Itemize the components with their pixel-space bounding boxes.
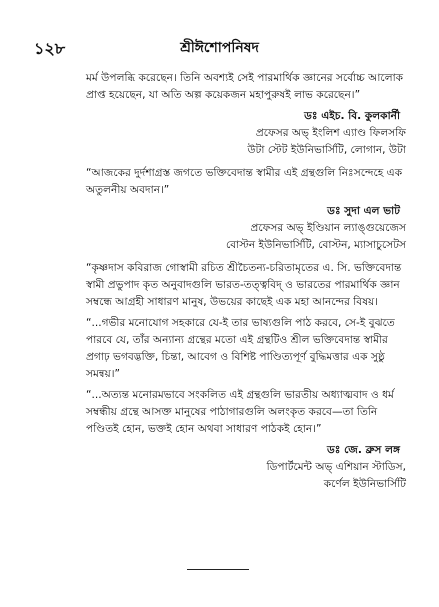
quote-attribution (86, 108, 406, 159)
quote-author: ডঃ সুদা এল ভাট (327, 205, 400, 217)
page-number: ১২৮ (34, 39, 66, 58)
author-affiliation-line: প্রফেসর অভ্ ইংলিশ এ্যাণ্ড ফিলসফি (255, 127, 406, 139)
quote-attribution (86, 442, 406, 493)
quote-text: “আজকের দুর্দশাগ্রস্ত জগতে ভক্তিবেদান্ত স্বামীর এই গ্রন্থগুলি নিঃসন্দেহে এক অতুলনীয় অবদান।” (86, 167, 403, 196)
author-affiliation-line: কর্ণেল ইউনিভার্সিটি (323, 478, 406, 490)
quote-author: ডঃ জে. ব্রুস লঙ্গ (326, 444, 400, 456)
quote-paragraph: “...গভীর মনোযোগ সহকারে যে-ই তার ভাষ্যগুলি পাঠ করবে, সে-ই বুঝতে পারবে যে, তাঁর অন্যান্য গ্রন্থের মতো এই গ্রন্থটিও শ্রীল ভক্তিবেদান্ত স্বামীর প্রগাঢ় ভগবদ্ভক্তি, চিন্তা, আবেগ ও বিশিষ্ট পাণ্ডিত্যপূর্ণ বুদ্ধিমত্তার এক সুষ্ঠু সমন্বয়।” (86, 317, 395, 380)
page-body (86, 70, 406, 493)
quote-attribution (86, 203, 406, 254)
author-affiliation-line: প্রফেসর অভ্ ইণ্ডিয়ান ল্যাঙ্গুয়েজেস (250, 222, 406, 234)
quote-author: ডঃ এইচ. বি. কুলকার্নী (304, 110, 400, 122)
page-title: শ্রীঈশোপনিষদ (180, 40, 259, 56)
quote-paragraph: “...অত্যন্ত মনোরমভাবে সংকলিত এই গ্রন্থগুলি ভারতীয় অধ্যাত্মবাদ ও ধর্ম সম্বন্ধীয় গ্রন্থে আসক্ত মানুষের পাঠাগারগুলি অলংকৃত করবে—তা তিনি পণ্ডিতই হোন, ভক্তই হোন অথবা সাধারণ পাঠকই হোন।” (86, 389, 394, 435)
author-affiliation-line: ডিপার্টমেন্ট অভ্ এশিয়ান স্টাডিস, (266, 461, 406, 473)
author-affiliation-line: উটা স্টেট ইউনিভার্সিটি, লোগান, উটা (247, 144, 406, 156)
page-header (0, 36, 439, 56)
author-affiliation-line: বোস্টন ইউনিভার্সিটি, বোস্টন, ম্যাসাচুসেটস (225, 239, 406, 251)
quote-text: মর্ম উপলব্ধি করেছেন। তিনি অবশ্যই সেই পারমার্থিক জ্ঞানের সর্বোচ্চ আলোক প্রাপ্ত হয়েছেন, যা অতি অল্প কয়েকজন মহাপুরুষই লাভ করেছেন।” (86, 72, 404, 101)
quote-paragraph: “কৃষ্ণদাস কবিরাজ গোস্বামী রচিত শ্রীচৈতন্য-চরিতামৃতের এ. সি. ভক্তিবেদান্ত স্বামী প্রভুপাদ কৃত অনুবাদগুলি ভারত-তত্ত্ববিদ্ ও ভারতের পারমার্থিক জ্ঞান সম্বন্ধে আগ্রহী সাধারণ মানুষ, উভয়ের কাছেই এক মহা আনন্দের বিষয়। (86, 262, 402, 308)
end-rule (187, 569, 249, 570)
